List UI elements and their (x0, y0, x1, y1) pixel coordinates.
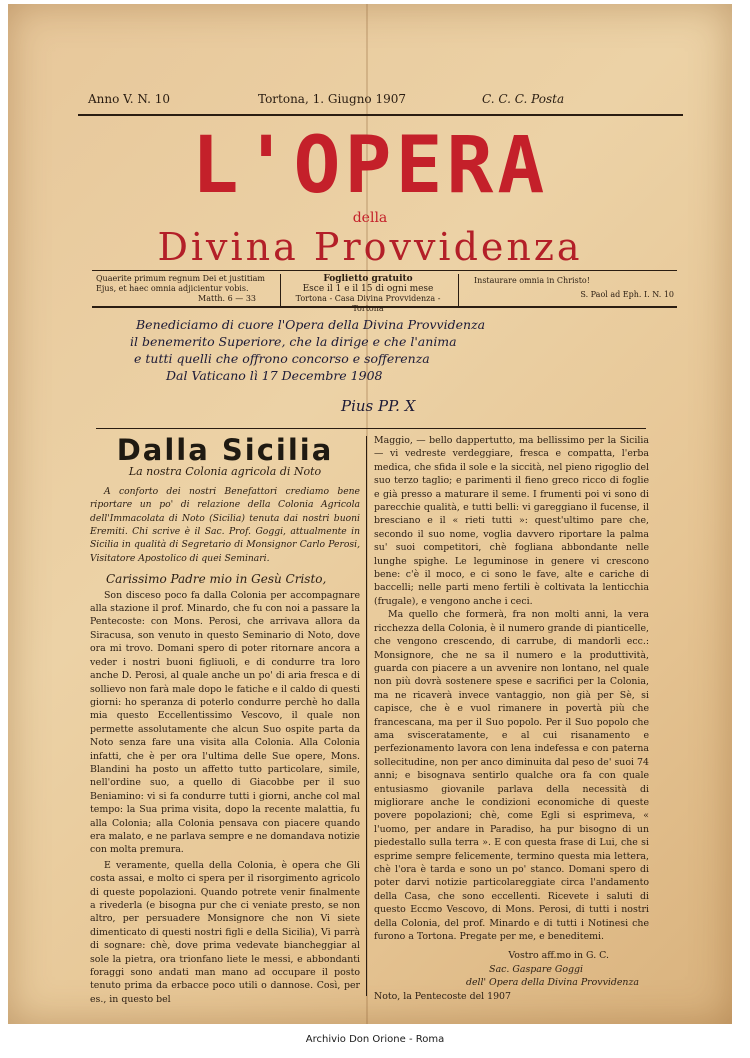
masthead-rule-top (92, 270, 677, 271)
publisher-address: Tortona - Casa Divina Provvidenza - Tortona (295, 294, 441, 313)
article-intro: A conforto dei nostri Benefattori crediamo bene riportare un po' di relazione della Colonia Agricola dell'Immacolata di Noto (Sicilia) tenuta dai nostri buoni Eremiti. Chi scrive è il Sac. Prof. Goggi, attualmente in Sicilia in qualità di Segretario di Monsignor Carlo Perosi, Visitatore Apostolico di quei Seminari. (90, 485, 360, 564)
letter-place-date: Noto, la Pentecoste del 1907 (374, 990, 511, 1002)
right-motto-ref: S. Paol ad Eph. I. N. 10 (580, 290, 674, 299)
left-motto (96, 274, 276, 306)
article-left-column (90, 434, 360, 1006)
postal-note: C. C. C. Posta (482, 92, 565, 106)
letter-signer-role: dell' Opera della Divina Provvidenza (465, 977, 639, 989)
column-separator (366, 436, 367, 996)
right-motto (464, 274, 674, 306)
article-right-column (374, 434, 649, 1003)
issue-date: Tortona, 1. Giugno 1907 (258, 92, 406, 106)
masthead-divider-right (458, 274, 459, 306)
right-motto-text: Instaurare omnia in Christo! (474, 276, 590, 285)
article-rule (96, 428, 646, 429)
center-notice (282, 274, 454, 313)
issue-number: Anno V. N. 10 (88, 92, 170, 106)
article-paragraph-2: E veramente, quella della Colonia, è opera che Gli costa assai, e molto ci spera per il risorgimento agricolo di queste popolazioni. Quando potrete venir finalmente a rivederla (e bisogna pur che ci veniate presto, se non altro, per persuadere Monsignore che non Vi siete dimenticato di questi nostri figli e della Sicilia), Vi parrà di sognare: chè, dove prima vedevate biancheggiar al sole la pietra, ora trionfano liete le messi, e abbondanti foraggi sono andati man mano ad occupare il posto tenuto prima da erbacce poco utili o dannose. Così, per es., in questo bel (90, 859, 360, 1005)
left-motto-ref: Matth. 6 — 33 (198, 294, 256, 303)
handwriting-date: Dal Vaticano lì 17 Decembre 1908 (166, 368, 383, 383)
letter-greeting: Carissimo Padre mio in Gesù Cristo, (106, 572, 327, 587)
handwriting-line2: il benemerito Superiore, che la dirige e che l'anima (130, 334, 457, 349)
letter-signer: Sac. Gaspare Goggi (489, 963, 583, 975)
handwriting-line1: Benediciamo di cuore l'Opera della Divina Provvidenza (136, 317, 486, 332)
masthead-box (92, 274, 677, 313)
letter-closing: Vostro aff.mo in G. C. (508, 950, 609, 962)
article-paragraph-3: Maggio, — bello dappertutto, ma bellissimo per la Sicilia — vi vedreste verdeggiare, fresca e compatta, l'erba medica, che sfida il sole e la siccità, nel pieno rigoglio del suo terzo taglio; e parimenti il fieno greco ricco di foglie e già presso a maturare il seme. I frumenti poi vi sono di parecchie qualità, e tutti belli: vi gareggiano il fucense, il bresciano e il « rieti tutti »: quest'ultimo pare che, secondo il suo nome, voglia davvero riportare la palma su' suoi competitori, chè fogliana abbondante nelle lunghe spighe. Le leguminose in genere vi crescono bene: c'è il moco, e ci sono le fave, alte e cariche di baccelli; nelle parti meno fertili è coltivata la lenticchia (frugale), e vengono anche i ceci. (374, 435, 649, 607)
masthead-rule-bottom (92, 306, 677, 308)
article-paragraph-4: Ma quello che formerà, fra non molti anni, la vera ricchezza della Colonia, è il numero grande di pianticelle, che vengono crescendo, di carrube, di mandorli ecc.: Monsignore, che ne sa il numero e la produttività, guarda con piacere a un avvenire non lontano, nel quale non più dovrà sostenere spese e sacrifici per la Colonia, ma ne ricaverà invece vantaggio, non già per Sè, si capisce, che è e vuol rimanere in povertà più che francescana, ma per il Suo popolo. Per il Suo popolo che ama svisceratamente, e al cui risanamento e perfezionamento lavora con lena indefessa e con paterna sollecitudine, non per anco diminuita dal peso de' suoi 74 anni; e bisognava sentirlo qualche ora fa con quale entusiasmo giovanile parlava della necessità di migliorare anche le condizioni economiche di queste povere popolazioni; chè, come Egli si esprimeva, « l'uomo, per andare in Paradiso, ha pur bisogno di un piedestallo sulla terra ». E con questa frase di Lui, che si esprime sempre felicemente, termino questa mia lettera, chè l'ora è tarda e sono un po' stanco. Domani spero di poter darvi notizie particolareggiate circa l'andamento della Casa, che sono eccellenti. Ricevete i saluti di questo Eccmo Vescovo, di Mons. Perosi, di tutti i nostri della Colonia, del prof. Minardo e di tutti i Notinesi che furono a Tortona. Pregate per me, e beneditemi. (374, 609, 649, 943)
letter-signature-block (374, 949, 649, 989)
left-motto-line1: Quaerite primum regnum Dei et justitiam (96, 274, 265, 283)
newspaper-title: L'OPERA (191, 121, 549, 211)
article-subheading: La nostra Colonia agricola di Noto (128, 465, 322, 479)
masthead-divider-left (280, 274, 281, 306)
newspaper-subtitle: Divina Provvidenza (157, 225, 583, 269)
handwriting-line3: e tutti quelli che offrono concorso e sofferenza (134, 351, 430, 366)
newspaper-page (8, 4, 732, 1024)
publication-frequency: Esce il 1 e il 15 di ogni mese (302, 284, 434, 294)
archive-credit: Archivio Don Orione - Roma (305, 1034, 445, 1045)
article-paragraph-1: Son disceso poco fa dalla Colonia per accompagnare alla stazione il prof. Minardo, che fu con noi a passare la Pentecoste: con Mons. Perosi, che arrivava allora da Siracusa, son venuto in questo Seminario di Noto, dove ora mi trovo. Domani spero di poter ritornare ancora a veder i nostri buoni figliuoli, e di condurre tra loro anche D. Perosi, al quale anche un po' di aria fresca e di sollievo non farà male dopo le fatiche e il caldo di questi giorni: ho speranza di poterlo condurre perchè ho dalla mia questo Eccellentissimo Vescovo, il quale non permette assolutamente che alcun Suo ospite parta da Noto senza fare una visita alla Colonia. Alla Colonia infatti, che è per ora l'ultima delle Sue opere, Mons. Blandini ha posto un affetto tutto particolare, simile, nell'ordine suo, a quello di Giacobbe per il suo Beniamino: vi si fa condurre tutti i giorni, anche col mal tempo: la Sua prima visita, dopo la recente malattia, fu alla Colonia; alla Colonia pensava con piacere quando era malato, e ne parlava sempre e ne domandava notizie con molta premura. (90, 589, 360, 856)
papal-signature: Pius PP. X (341, 397, 416, 415)
article-heading: Dalla Sicilia (116, 433, 334, 467)
title-della: della (352, 210, 388, 226)
papal-blessing-handwriting (130, 316, 586, 426)
top-rule (78, 114, 683, 116)
left-motto-line2: Ejus, et haec omnia adjicientur vobis. (96, 284, 249, 293)
free-sheet-label: Foglietto gratuito (323, 274, 413, 284)
